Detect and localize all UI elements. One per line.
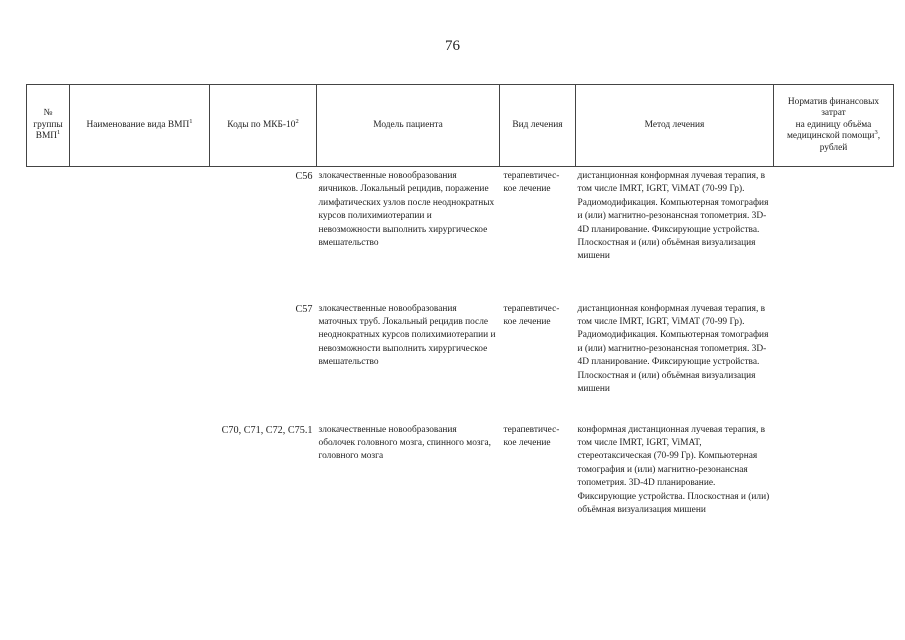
- header-method: Метод лечения: [576, 85, 774, 167]
- cell-method: конформная дистанционная лучевая терапия, в том числе IMRT, IGRT, ViMAT, стереотаксическая (70-99 Гр). Компьютерная томография и (или) магнитно-резонансная топометрия. 3D-4D планирование. Фиксирующие устройства. Плоскостная и (или) объёмная визуализация мишени: [577, 424, 770, 515]
- cell-model: злокачественные новообразования яичников. Локальный рецидив, поражение лимфатических узлов после неоднократных курсов полихимиотерапии и невозможности выполнить хирургическое вмешательство: [318, 171, 495, 249]
- header-vmp-name: Наименование вида ВМП$^1$: [70, 85, 210, 167]
- cell-treatment-type: терапевтичес-кое лечение: [503, 424, 560, 448]
- cell-model: злокачественные новообразования оболочек головного мозга, спинного мозга, головного мозга: [318, 424, 491, 462]
- cell-codes: C56: [295, 171, 313, 182]
- header-model: Модель пациента: [317, 85, 500, 167]
- cell-group: [27, 167, 70, 300]
- header-norm: Норматив финансовых затрат на единицу объёма медицинской помощи$^3$, рублей: [774, 85, 894, 167]
- cell-vmp-name: [70, 167, 210, 300]
- table-header-row: [27, 85, 894, 167]
- cell-method: дистанционная конформная лучевая терапия, в том числе IMRT, IGRT, ViMAT (70-99 Гр). Радиомодификация. Компьютерная томография и (или) магнитно-резонансная топометрия. 3D-4D планирование. Фиксирующие устройства. Плоскостная и (или) объёмная визуализация мишени: [577, 171, 769, 262]
- page-number: 76: [445, 38, 460, 54]
- cell-vmp-name: [70, 300, 210, 421]
- cell-vmp-name: [70, 421, 210, 541]
- header-codes: Коды по МКБ-$10^2$: [210, 85, 317, 167]
- cell-method: дистанционная конформная лучевая терапия, в том числе IMRT, IGRT, ViMAT (70-99 Гр). Радиомодификация. Компьютерная томография и (или) магнитно-резонансная топометрия. 3D-4D планирование. Фиксирующие устройства. Плоскостная и (или) объёмная визуализация мишени: [577, 303, 769, 394]
- header-treatment-type: Вид лечения: [500, 85, 576, 167]
- cell-treatment-type: терапевтичес-кое лечение: [503, 303, 560, 327]
- cell-model: злокачественные новообразования маточных труб. Локальный рецидив после неоднократных курсов полихимиотерапии и невозможности выполнить хирургическое вмешательство: [318, 303, 496, 368]
- header-group: № группы ВМП$^1$: [27, 85, 70, 167]
- table-row: [27, 167, 894, 300]
- cell-norm: [774, 167, 894, 300]
- cell-codes: C57: [295, 303, 313, 315]
- cell-group: [27, 300, 70, 421]
- vmp-table: [26, 84, 894, 541]
- cell-codes: C70, C71, C72, C75.1: [221, 424, 313, 436]
- table-row: [27, 300, 894, 421]
- table-row: [27, 421, 894, 541]
- cell-group: [27, 421, 70, 541]
- cell-norm: [774, 300, 894, 421]
- cell-norm: [774, 421, 894, 541]
- cell-treatment-type: терапевтичес-кое лечение: [503, 171, 560, 195]
